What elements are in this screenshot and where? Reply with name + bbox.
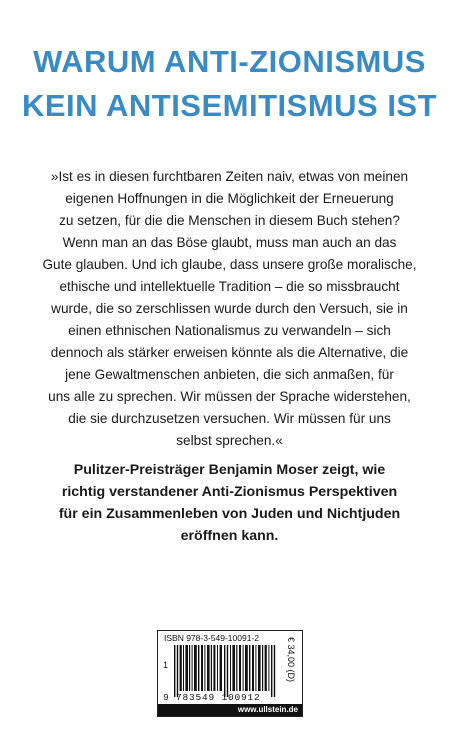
quote-line: Gute glauben. Und ich glaube, dass unsere große moralische, xyxy=(42,257,417,272)
barcode-lead-digit: 1 xyxy=(163,660,169,670)
quote-line: einen ethnischen Nationalismus zu verwandeln – sich xyxy=(68,323,391,338)
quote-line: Wenn man an das Böse glaubt, muss man auch an das xyxy=(62,235,397,250)
publisher-url: www.ullstein.de xyxy=(158,704,302,716)
quote-line: zu setzen, für die die Menschen in diesem Buch stehen? xyxy=(59,213,400,228)
quote-line: die sie durchzusetzen versuchen. Wir müssen für uns xyxy=(68,411,391,426)
quote-line: »Ist es in diesen furchtbaren Zeiten naiv, etwas von meinen xyxy=(50,169,409,184)
price-label: € 34,00 (D) xyxy=(286,637,296,683)
quote-line: jene Gewaltmenschen anbieten, die sich anmaßen, für xyxy=(65,367,394,382)
quote-line: ethische und intellektuelle Tradition – die so missbraucht xyxy=(59,279,400,294)
blurb-line: richtig verstandener Anti-Zionismus Perspektiven xyxy=(61,484,398,500)
blurb-line: Pulitzer-Preisträger Benjamin Moser zeigt, wie xyxy=(73,462,386,478)
quote-line: dennoch als stärker erweisen könnte als die Alternative, die xyxy=(50,345,409,360)
barcode-icon xyxy=(174,645,278,697)
blurb-line: eröffnen kann. xyxy=(180,528,279,544)
quote-line: uns alle zu sprechen. Wir müssen der Sprache widerstehen, xyxy=(48,389,411,404)
quote-line: wurde, die so zerschlissen wurde durch den Versuch, sie in xyxy=(51,301,408,316)
quote-block xyxy=(0,166,459,452)
title-line-2: KEIN ANTISEMITISMUS IST xyxy=(21,88,438,123)
barcode-box xyxy=(157,630,303,717)
quote-line: selbst sprechen.« xyxy=(176,433,283,448)
barcode-digits: 9 783549 100912 xyxy=(163,692,261,703)
isbn-label: ISBN 978-3-549-10091-2 xyxy=(164,633,259,643)
title xyxy=(0,40,459,128)
quote-line: eigenen Hoffnungen in die Möglichkeit der Erneuerung xyxy=(65,191,394,206)
title-line-1: WARUM ANTI-ZIONISMUS xyxy=(33,44,426,79)
blurb-block xyxy=(0,459,459,547)
blurb-line: für ein Zusammenleben von Juden und Nichtjuden xyxy=(58,506,401,522)
